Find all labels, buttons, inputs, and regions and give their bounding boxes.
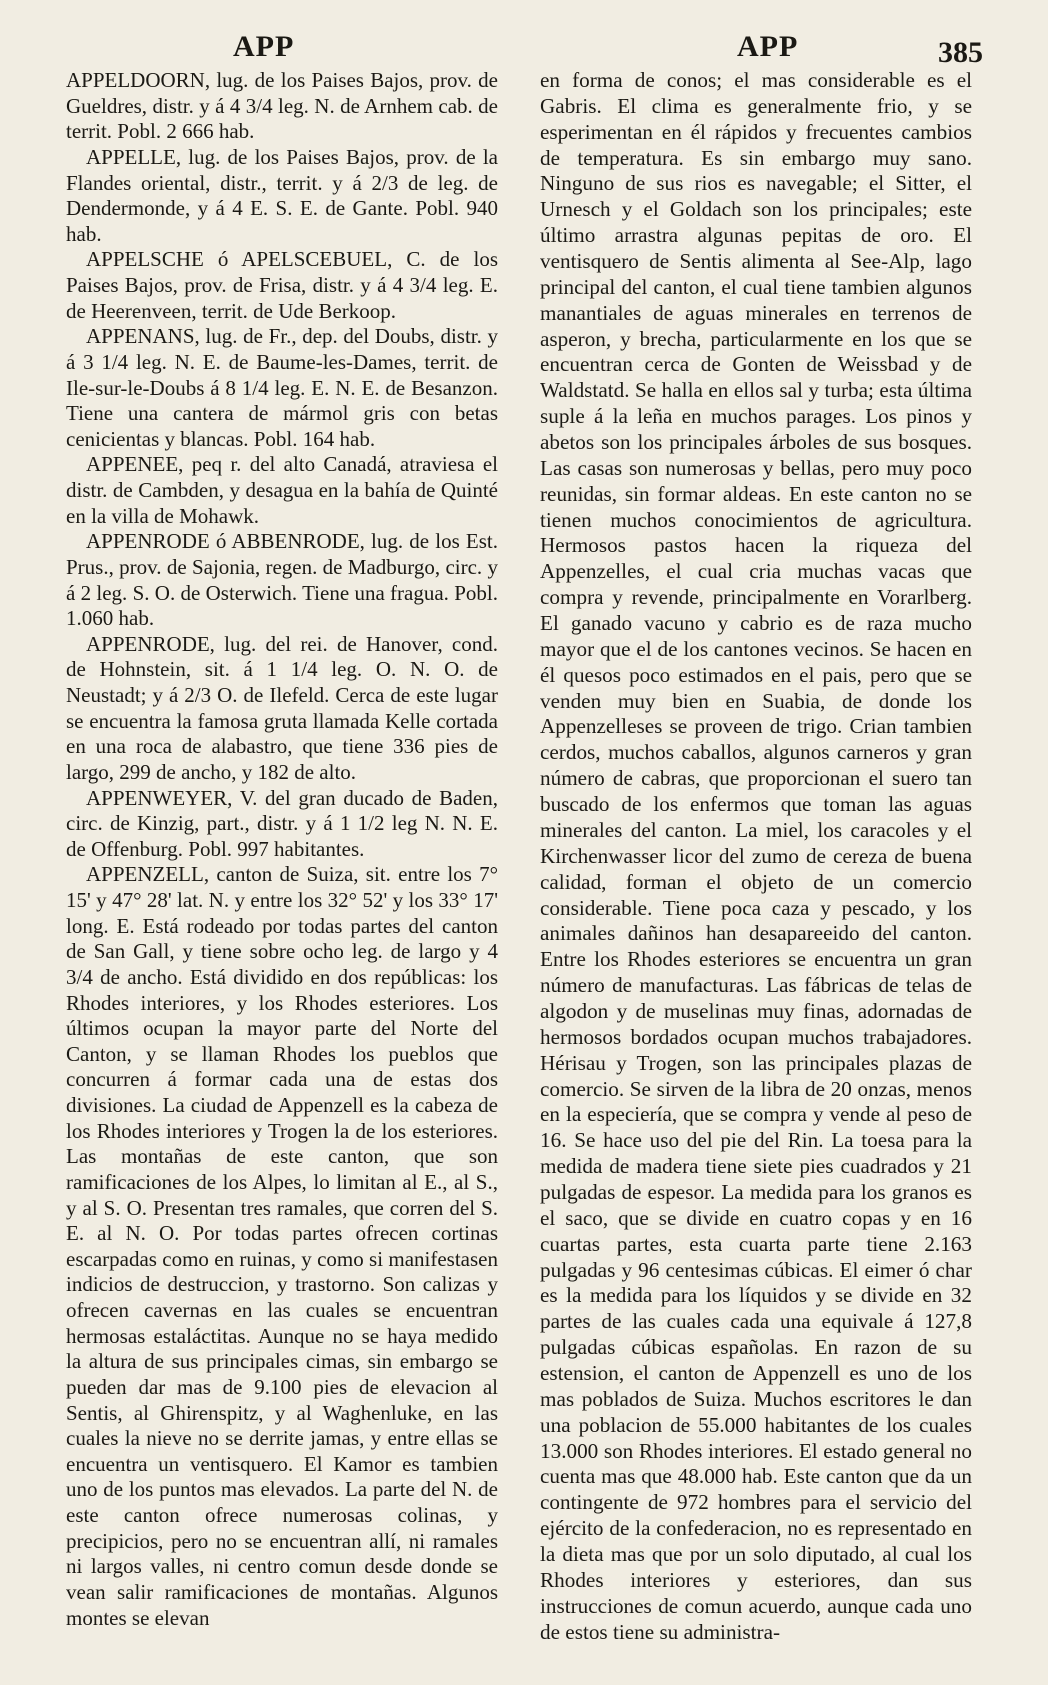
right-text-column — [540, 68, 972, 1645]
entry-appenee: APPENEE, peq r. del alto Canadá, atraviesa el distr. de Cambden, y desagua en la bahía de Quinté en la villa de Mohawk. — [66, 452, 498, 528]
left-running-head: APP — [233, 30, 295, 63]
entry-appeldoorn: APPELDOORN, lug. de los Paises Bajos, prov. de Gueldres, distr. y á 4 3/4 leg. N. de Arnhem cab. de territ. Pobl. 2 666 hab. — [66, 68, 498, 144]
right-running-head: APP — [737, 30, 799, 63]
left-text-column — [66, 68, 498, 1631]
entry-appenrode-abbenrode: APPENRODE ó ABBENRODE, lug. de los Est. Prus., prov. de Sajonia, regen. de Madburgo, circ. y á 2 leg. S. O. de Osterwich. Tiene una fragua. Pobl. 1.060 hab. — [66, 529, 498, 631]
page-number: 385 — [938, 36, 983, 69]
entry-appenweyer: APPENWEYER, V. del gran ducado de Baden, circ. de Kinzig, part., distr. y á 1 1/2 leg N. N. E. de Offenburg. Pobl. 997 habitantes. — [66, 785, 498, 861]
entry-appelsche: APPELSCHE ó APELSCEBUEL, C. de los Paises Bajos, prov. de Frisa, distr. y á 4 3/4 leg. E. de Heerenveen, territ. de Ude Berkoop. — [66, 247, 498, 323]
entry-appenans: APPENANS, lug. de Fr., dep. del Doubs, distr. y á 3 1/4 leg. N. E. de Baume-les-Dames, territ. de Ile-sur-le-Doubs á 8 1/4 leg. E. N. E. de Besanzon. Tiene una cantera de mármol gris con betas cenicientas y blancas. Pobl. 164 hab. — [66, 324, 498, 451]
entry-appelle: APPELLE, lug. de los Paises Bajos, prov. de la Flandes oriental, distr., territ. y á 2/3 de leg. de Dendermonde, y á 4 E. S. E. de Gante. Pobl. 940 hab. — [66, 144, 498, 246]
entry-appenzell: APPENZELL, canton de Suiza, sit. entre los 7° 15' y 47° 28' lat. N. y entre los 32° 52' y los 33° 17' long. E. Está rodeado por todas partes del canton de San Gall, y tiene sobre ocho leg. de largo y 4 3/4 de ancho. Está dividido en dos repúblicas: los Rhodes interiores, y los Rhodes esteriores. Los últimos ocupan la mayor parte del Norte del Canton, y se llaman Rhodes los pueblos que concurren á formar cada una de estas dos divisiones. La ciudad de Appenzell es la cabeza de los Rhodes interiores y Trogen la de los esteriores. Las montañas de este canton, que son ramificaciones de los Alpes, lo limitan al E., al S., y al S. O. Presentan tres ramales, que corren del S. E. al N. O. Por todas partes ofrecen cortinas escarpadas como en ruinas, y como si manifestasen indicios de destruccion, y trastorno. Son calizas y ofrecen cavernas en las cuales se encuentran hermosas estaláctitas. Aunque no se haya medido la altura de sus principales cimas, sin embargo se pueden dar mas de 9.100 pies de elevacion al Sentis, al Ghirenspitz, y al Waghenluke, en las cuales la nieve no se derrite jamas, y entre ellas se encuentra un ventisquero. El Kamor es tambien uno de los puntos mas elevados. La parte del N. de este canton ofrece numerosas colinas, y precipicios, pero no se encuentran allí, ni ramales ni largos valles, ni centro comun desde donde se vean salir ramificaciones de montañas. Algunos montes se elevan — [66, 862, 498, 1630]
entry-appenzell-continued: en forma de conos; el mas considerable es el Gabris. El clima es generalmente frio, y se esperimentan en él rápidos y frecuentes cambios de temperatura. Es sin embargo muy sano. Ninguno de sus rios es navegable; el Sitter, el Urnesch y el Goldach son los principales; este último arrastra algunas pepitas de oro. El ventisquero de Sentis alimenta al See-Alp, lago principal del canton, el cual tiene tambien algunos manantiales de aguas minerales en terrenos de asperon, y brecha, particularmente en los que se encuentran cerca de Gonten de Weissbad y de Waldstatd. Se halla en ellos sal y turba; esta última suple á la leña en muchos parages. Los pinos y abetos son los principales árboles de sus bosques. Las casas son numerosas y bellas, pero muy poco reunidas, sin formar aldeas. En este canton no se tienen muchos conocimientos de agricultura. Hermosos pastos hacen la riqueza del Appenzelles, el cual cria muchas vacas que compra y revende, principalmente en Vorarlberg. El ganado vacuno y cabrio es de raza mucho mayor que el de los cantones vecinos. Se hacen en él quesos poco estimados en el pais, pero que se venden muy bien en Suabia, de donde los Appenzelleses se proveen de trigo. Crian tambien cerdos, muchos caballos, algunos carneros y gran número de cabras, que proporcionan el suero tan buscado de los enfermos que toman las aguas minerales del canton. La miel, los caracoles y el Kirchenwasser licor del zumo de cereza de buena calidad, forman el objeto de un comercio considerable. Tiene poca caza y pescado, y los animales dañinos han desapareeido del canton. Entre los Rhodes esteriores se encuentra un gran número de manufacturas. Las fábricas de telas de algodon y de muselinas muy finas, adornadas de hermosos bordados ocupan muchos trabajadores. Hérisau y Trogen, son las principales plazas de comercio. Se sirven de la libra de 20 onzas, menos en la especiería, que se compra y vende al peso de 16. Se hace uso del pie del Rin. La toesa para la medida de madera tiene siete pies cuadrados y 21 pulgadas de espesor. La medida para los granos es el saco, que se divide en cuatro copas y en 16 cuartas partes, esta cuarta parte tiene 2.163 pulgadas y 96 centesimas cúbicas. El eimer ó char es la medida para los líquidos y se divide en 32 partes de las cuales cada una equivale á 127,8 pulgadas cúbicas españolas. En razon de su estension, el canton de Appenzell es uno de los mas poblados de Suiza. Muchos escritores le dan una poblacion de 55.000 habitantes de los cuales 13.000 son Rhodes interiores. El estado general no cuenta mas que 48.000 hab. Este canton que da un contingente de 972 hombres para el servicio del ejército de la confederacion, no es representado en la dieta mas que por un solo diputado, al cual los Rhodes interiores y esteriores, dan sus instrucciones de comun acuerdo, aunque cada uno de estos tiene su administra- — [540, 68, 972, 1644]
entry-appenrode: APPENRODE, lug. del rei. de Hanover, cond. de Hohnstein, sit. á 1 1/4 leg. O. N. O. de Neustadt; y á 2/3 O. de Ilefeld. Cerca de este lugar se encuentra la famosa gruta llamada Kelle cortada en una roca de alabastro, que tiene 336 pies de largo, 299 de ancho, y 182 de alto. — [66, 631, 498, 784]
